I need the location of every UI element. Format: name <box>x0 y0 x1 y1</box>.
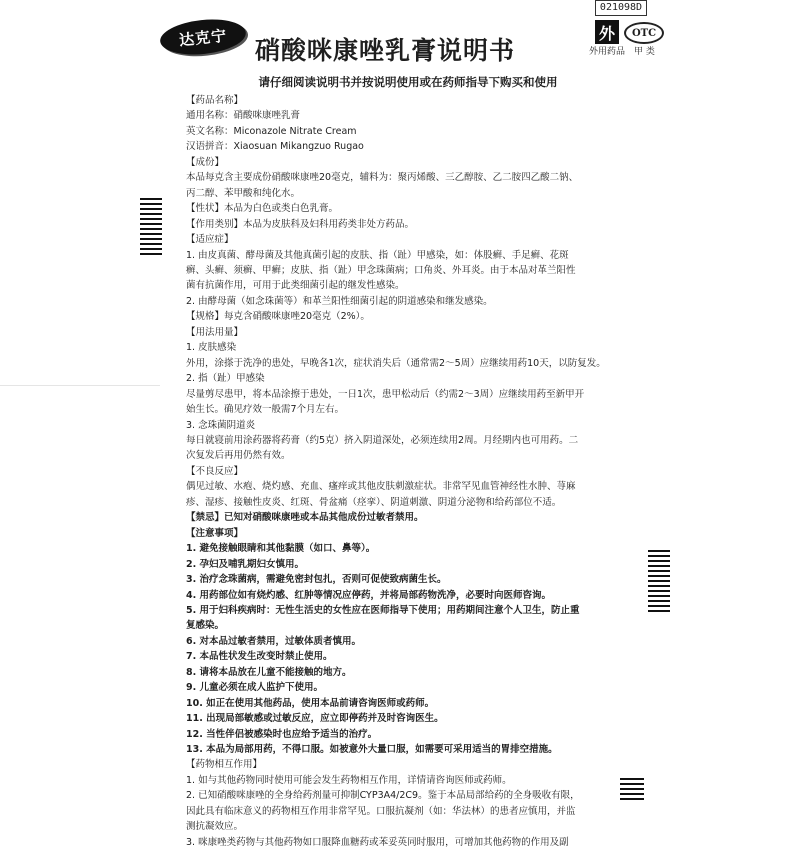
otc-badge: OTC <box>624 22 664 44</box>
text-line: 3. 咪康唑类药物与其他药物如口服降血糖药或苯妥英同时服用，可增加其他药物的作用及副 <box>186 836 569 848</box>
text-line: 癣、头癣、须癣、甲癣；皮肤、指（趾）甲念珠菌病；口角炎、外耳炎。由于本品对革兰阳性 <box>186 264 576 276</box>
text-line: 8. 请将本品放在儿童不能接触的地方。 <box>186 666 352 678</box>
usage-warning: 请仔细阅读说明书并按说明使用或在药师指导下购买和使用 <box>258 75 558 89</box>
text-line: 【用法用量】 <box>186 326 244 338</box>
text-line: 复感染。 <box>186 620 225 632</box>
text-line: 英文名称：Miconazole Nitrate Cream <box>186 125 357 137</box>
text-line: 尽量剪尽患甲，将本品涂擦于患处，一日1次，患甲松动后（约需2～3周）应继续用药至新甲开 <box>186 388 585 400</box>
barcode-mark-right-icon <box>648 548 670 612</box>
text-line: 偶见过敏、水疱、烧灼感、充血、瘙痒或其他皮肤刺激症状。非常罕见血管神经性水肿、荨麻 <box>186 481 576 493</box>
text-line: 3. 念珠菌阴道炎 <box>186 419 256 431</box>
text-line: 外用，涂搽于洗净的患处，早晚各1次，症状消失后（通常需2～5周）应继续用药10天，以防复发。 <box>186 357 606 369</box>
text-line: 通用名称：硝酸咪康唑乳膏 <box>186 110 301 122</box>
text-line: 10. 如正在使用其他药品，使用本品前请咨询医师或药师。 <box>186 697 435 709</box>
text-line: 【不良反应】 <box>186 465 244 477</box>
text-line: 【注意事项】 <box>186 527 244 539</box>
text-line: 【作用类别】本品为皮肤科及妇科用药类非处方药品。 <box>186 218 415 230</box>
text-line: 11. 出现局部敏感或过敏反应，应立即停药并及时咨询医生。 <box>186 713 444 725</box>
text-line: 9. 儿童必须在成人监护下使用。 <box>186 682 324 694</box>
text-line: 3. 治疗念珠菌病，需避免密封包扎，否则可促使致病菌生长。 <box>186 574 447 586</box>
barcode-mark-bottom-icon <box>620 775 644 800</box>
text-line: 【适应症】 <box>186 234 234 246</box>
text-line: 2. 指（趾）甲感染 <box>186 373 265 385</box>
external-use-label: 外用药品 <box>589 47 626 57</box>
text-line: 每日就寝前用涂药器将药膏（约5克）挤入阴道深处，必须连续用2周。月经期内也可用药。二 <box>186 434 579 446</box>
text-line: 4. 用药部位如有烧灼感、红肿等情况应停药，并将局部药物洗净，必要时向医师咨询。 <box>186 589 552 601</box>
text-line: 13. 本品为局部用药，不得口服。如被意外大量口服，如需要可采用适当的胃排空措施。 <box>186 744 558 756</box>
text-line: 【规格】每克含硝酸咪康唑20毫克（2%）。 <box>186 311 370 323</box>
document-title: 硝酸咪康唑乳膏说明书 <box>255 36 516 65</box>
text-line: 1. 如与其他药物同时使用可能会发生药物相互作用，详情请咨询医师或药师。 <box>186 774 512 786</box>
text-line: 菌有抗菌作用，可用于此类细菌引起的继发性感染。 <box>186 280 405 292</box>
text-line: 次复发后再用仍然有效。 <box>186 450 291 462</box>
text-line: 汉语拼音：Xiaosuan Mikangzuo Rugao <box>186 141 364 153</box>
text-line: 【性状】本品为白色或类白色乳膏。 <box>186 203 339 215</box>
text-line: 1. 皮肤感染 <box>186 342 237 354</box>
text-line: 因此具有临床意义的药物相互作用非常罕见。口服抗凝剂（如：华法林）的患者应慎用，并监 <box>186 805 576 817</box>
text-line: 【药物相互作用】 <box>186 759 263 771</box>
text-line: 2. 已知硝酸咪康唑的全身给药剂量可抑制CYP3A4/2C9。鉴于本品局部给药的全身吸收有限， <box>186 790 580 802</box>
text-line: 1. 避免接触眼睛和其他黏膜（如口、鼻等）。 <box>186 543 376 555</box>
text-line: 12. 当性伴侣被感染时也应给予适当的治疗。 <box>186 728 378 740</box>
text-line: 7. 本品性状发生改变时禁止使用。 <box>186 651 333 663</box>
text-line: 【禁忌】已知对硝酸咪康唑或本品其他成份过敏者禁用。 <box>186 512 424 524</box>
text-line: 【成份】 <box>186 156 225 168</box>
text-line: 【药品名称】 <box>186 95 244 106</box>
text-line: 疹、湿疹、接触性皮炎、红斑、骨盆痛（痉挛）、阴道刺激、阴道分泌物和给药部位不适。 <box>186 496 562 508</box>
fold-line <box>0 385 160 386</box>
brand-logo: 达克宁 <box>158 16 247 59</box>
barcode-mark-left-icon <box>140 195 162 255</box>
text-line: 6. 对本品过敏者禁用，过敏体质者慎用。 <box>186 635 362 647</box>
text-line: 5. 用于妇科疾病时：无性生活史的女性应在医师指导下使用；用药期间注意个人卫生，防止重 <box>186 604 580 616</box>
otc-class-label: 甲 类 <box>634 47 655 57</box>
text-line: 测抗凝效应。 <box>186 821 244 833</box>
text-line: 丙二醇、苯甲酸和纯化水。 <box>186 187 301 199</box>
text-line: 2. 孕妇及哺乳期妇女慎用。 <box>186 558 305 570</box>
text-line: 本品每克含主要成份硝酸咪康唑20毫克，辅料为：聚丙烯酸、三乙醇胺、乙二胺四乙酸二钠、 <box>186 172 579 184</box>
document-code: 021098D <box>595 0 647 16</box>
text-line: 1. 由皮真菌、酵母菌及其他真菌引起的皮肤、指（趾）甲感染，如：体股癣、手足癣、花斑 <box>186 249 569 261</box>
text-line: 2. 由酵母菌（如念珠菌等）和革兰阳性细菌引起的阴道感染和继发感染。 <box>186 295 493 307</box>
leaflet-body <box>186 93 624 850</box>
external-use-badge: 外 <box>595 20 619 44</box>
text-line: 始生长。确见疗效一般需7个月左右。 <box>186 404 345 416</box>
